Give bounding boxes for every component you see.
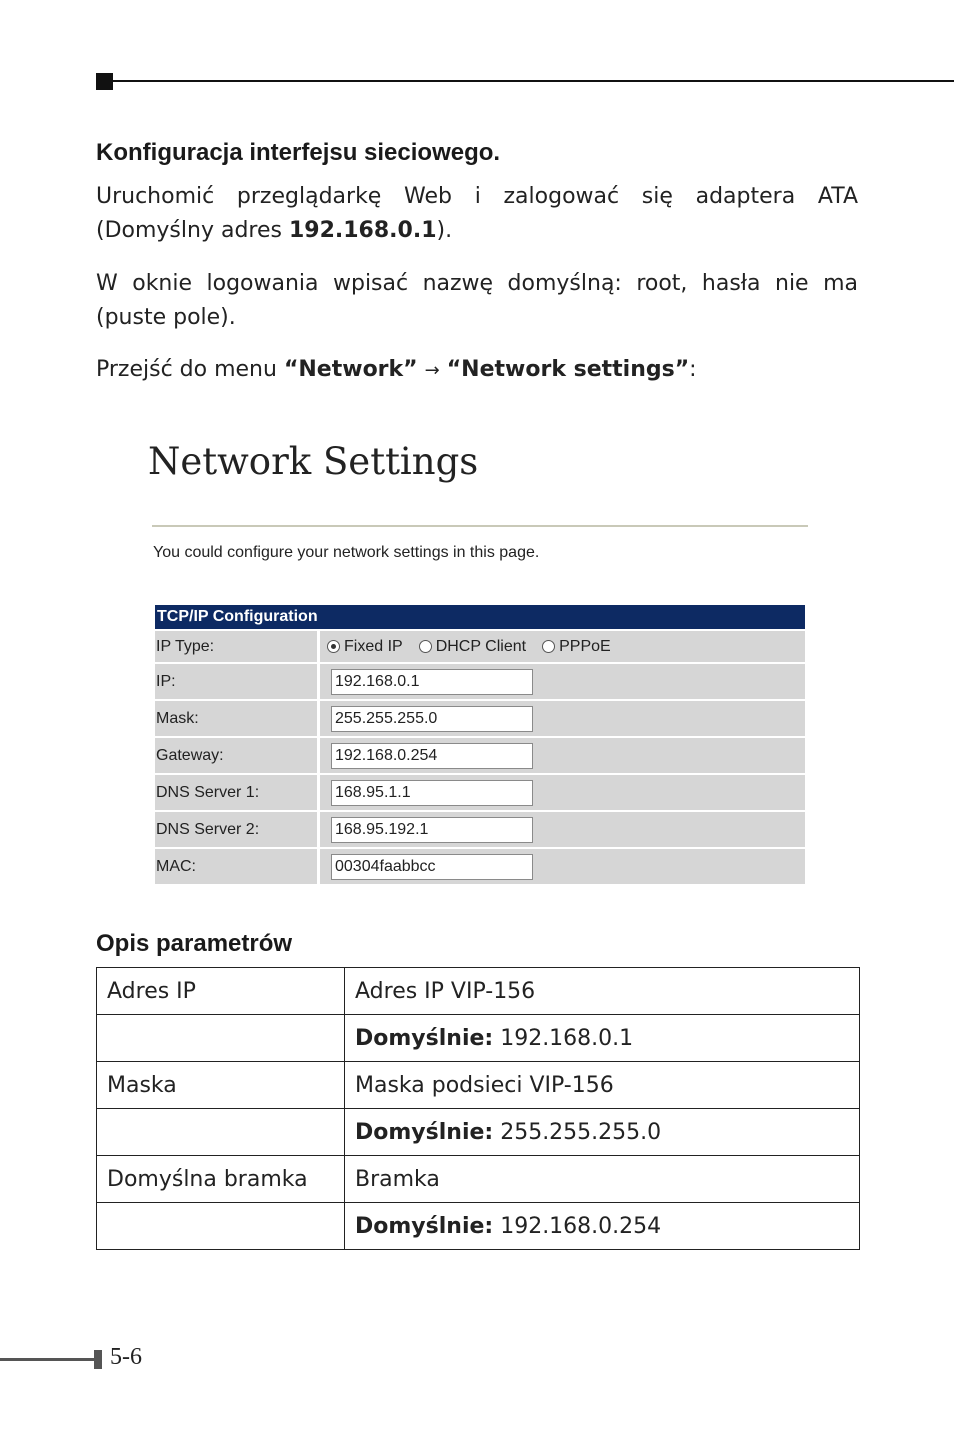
table-row xyxy=(97,1203,860,1250)
tcpip-config-header: TCP/IP Configuration xyxy=(155,605,805,629)
param-desc: Domyślnie: 255.255.255.0 xyxy=(345,1109,860,1156)
radio-fixed-ip[interactable] xyxy=(327,638,403,656)
paragraph-login xyxy=(96,180,858,248)
param-name: Adres IP xyxy=(97,968,345,1015)
param-desc: Bramka xyxy=(345,1156,860,1203)
header-square-mark xyxy=(96,73,113,90)
ip-type-radio-group xyxy=(327,631,627,662)
footer-mark xyxy=(94,1350,102,1369)
dns1-label: DNS Server 1: xyxy=(156,783,260,801)
section-title: Konfiguracja interfejsu sieciowego. xyxy=(96,139,501,166)
param-desc: Maska podsieci VIP-156 xyxy=(345,1062,860,1109)
tcpip-config-panel xyxy=(155,605,805,884)
radio-dhcp-client[interactable] xyxy=(419,638,526,656)
ip-row xyxy=(155,664,805,699)
params-table xyxy=(96,967,860,1250)
network-settings-description: You could configure your network settings in this page. xyxy=(153,544,540,561)
radio-dhcp-client-label: DHCP Client xyxy=(435,637,527,655)
ip-type-label: IP Type: xyxy=(156,637,215,655)
table-row xyxy=(97,1156,860,1203)
ip-type-row xyxy=(155,631,805,662)
dns2-input[interactable]: 168.95.192.1 xyxy=(331,817,533,843)
network-settings-rule xyxy=(152,525,808,527)
table-row xyxy=(97,1015,860,1062)
menu-network: “Network” xyxy=(283,357,418,382)
radio-unselected-icon xyxy=(419,640,432,653)
radio-pppoe-label: PPPoE xyxy=(559,637,611,655)
dns1-input[interactable]: 168.95.1.1 xyxy=(331,780,533,806)
table-row xyxy=(97,1062,860,1109)
param-name xyxy=(97,1015,345,1062)
menu-prefix: Przejść do menu xyxy=(96,357,284,382)
mac-row xyxy=(155,849,805,884)
footer-rule xyxy=(0,1358,94,1361)
dns1-row xyxy=(155,775,805,810)
mac-label: MAC: xyxy=(156,857,196,875)
param-desc: Domyślnie: 192.168.0.254 xyxy=(345,1203,860,1250)
mask-row xyxy=(155,701,805,736)
dns2-label: DNS Server 2: xyxy=(156,820,260,838)
table-row xyxy=(97,1109,860,1156)
param-desc: Domyślnie: 192.168.0.1 xyxy=(345,1015,860,1062)
mac-input[interactable]: 00304faabbcc xyxy=(331,854,533,880)
param-name xyxy=(97,1109,345,1156)
ip-input[interactable]: 192.168.0.1 xyxy=(331,669,533,695)
param-name xyxy=(97,1203,345,1250)
paragraph-menu xyxy=(96,353,858,388)
header-rule xyxy=(96,80,954,82)
param-name: Maska xyxy=(97,1062,345,1109)
radio-fixed-ip-label: Fixed IP xyxy=(344,637,403,655)
mask-label: Mask: xyxy=(156,709,199,727)
radio-unselected-icon xyxy=(542,640,555,653)
param-name: Domyślna bramka xyxy=(97,1156,345,1203)
params-title: Opis parametrów xyxy=(96,930,293,957)
ip-label: IP: xyxy=(156,672,176,690)
paragraph-login-tail: ). xyxy=(436,218,453,243)
arrow-right-icon: → xyxy=(424,360,440,381)
radio-selected-icon xyxy=(327,640,340,653)
gateway-row xyxy=(155,738,805,773)
menu-suffix: : xyxy=(689,357,697,382)
gateway-input[interactable]: 192.168.0.254 xyxy=(331,743,533,769)
network-settings-title: Network Settings xyxy=(148,440,479,483)
paragraph-credentials: W oknie logowania wpisać nazwę domyślną: root, hasła nie ma (puste pole). xyxy=(96,271,858,330)
page-number: 5-6 xyxy=(110,1344,142,1370)
radio-pppoe[interactable] xyxy=(542,638,611,656)
gateway-label: Gateway: xyxy=(156,746,224,764)
mask-input[interactable]: 255.255.255.0 xyxy=(331,706,533,732)
dns2-row xyxy=(155,812,805,847)
table-row xyxy=(97,968,860,1015)
menu-network-settings: “Network settings” xyxy=(446,357,690,382)
param-desc: Adres IP VIP-156 xyxy=(345,968,860,1015)
default-address: 192.168.0.1 xyxy=(288,218,437,243)
paragraph-login-text: Uruchomić przeglądarkę Web i zalogować się adaptera ATA (Domyślny adres xyxy=(96,184,858,243)
